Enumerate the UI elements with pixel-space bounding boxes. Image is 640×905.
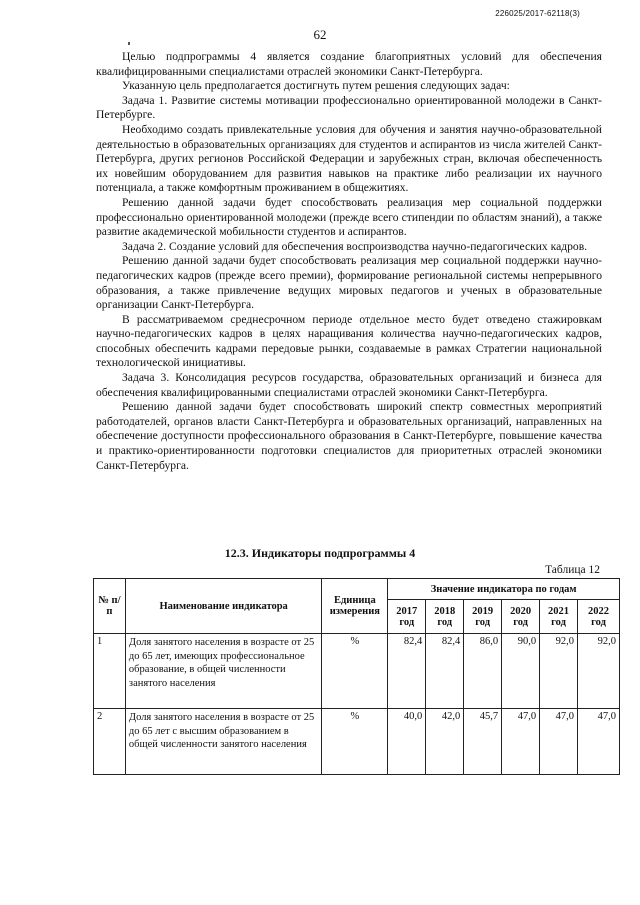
row-value: 92,0 [578, 634, 620, 709]
table-row [94, 709, 620, 775]
header-year: 2022 год [578, 600, 620, 634]
row-name: Доля занятого населения в возрасте от 25 до 65 лет с высшим образованием в общей численности занятого населения [125, 709, 321, 775]
header-values-group: Значение индикатора по годам [388, 579, 620, 600]
row-name: Доля занятого населения в возрасте от 25 до 65 лет, имеющих профессиональное образование, в общей численности занятого населения [125, 634, 321, 709]
row-value: 82,4 [426, 634, 464, 709]
row-value: 90,0 [502, 634, 540, 709]
paragraph: Целью подпрограммы 4 является создание благоприятных условий для обеспечения квалифицированными специалистами отраслей экономики Санкт-Петербурга. [96, 50, 602, 78]
document-number: 226025/2017-62118(3) [495, 9, 580, 18]
row-value: 42,0 [426, 709, 464, 775]
row-value: 92,0 [540, 634, 578, 709]
header-unit: Единица измерения [322, 579, 388, 634]
header-year: 2021 год [540, 600, 578, 634]
row-unit: % [322, 634, 388, 709]
table-caption: Таблица 12 [545, 564, 600, 576]
row-value: 82,4 [388, 634, 426, 709]
paragraph: Необходимо создать привлекательные условия для обучения и занятия научно-образовательной деятельностью в образовательных организациях для студентов и аспирантов из числа жителей Санкт-Петербурга, других регионов Российской Федерации и зарубежных стран, включая обеспеченность их новейшим оборудованием для развития навыков на практике либо реализации их научного потенциала, а также комфортным проживанием в общежитиях. [96, 122, 602, 195]
row-unit: % [322, 709, 388, 775]
header-name: Наименование индикатора [125, 579, 321, 634]
header-year: 2020 год [502, 600, 540, 634]
section-title: 12.3. Индикаторы подпрограммы 4 [224, 546, 416, 560]
row-num: 1 [94, 634, 126, 709]
header-num: № п/п [94, 579, 126, 634]
row-value: 47,0 [502, 709, 540, 775]
table-row [94, 634, 620, 709]
paragraph: Решению данной задачи будет способствовать реализация мер социальной поддержки научно-педагогических кадров (прежде всего премии), формирование региональной системы непрерывного образования, а также привлечение ведущих мировых педагогов и ученых в образовательные организации Санкт-Петербурга. [96, 254, 602, 312]
row-value: 45,7 [464, 709, 502, 775]
row-value: 86,0 [464, 634, 502, 709]
indicators-table [93, 578, 620, 775]
paragraph: Указанную цель предполагается достигнуть путем решения следующих задач: [122, 79, 510, 93]
header-year: 2018 год [426, 600, 464, 634]
header-year: 2017 год [388, 600, 426, 634]
row-value: 47,0 [578, 709, 620, 775]
row-num: 2 [94, 709, 126, 775]
body-text [96, 50, 602, 473]
paragraph: Задача 1. Развитие системы мотивации профессионально ориентированной молодежи в Санкт-Петербурге. [96, 93, 602, 122]
page-number: 62 [313, 27, 327, 42]
row-value: 47,0 [540, 709, 578, 775]
header-year: 2019 год [464, 600, 502, 634]
paragraph: Задача 3. Консолидация ресурсов государства, образовательных организаций и бизнеса для обеспечения квалифицированными специалистами отраслей экономики Санкт-Петербурга. [96, 371, 602, 399]
paragraph: Решению данной задачи будет способствовать реализация мер социальной поддержки профессионально ориентированной молодежи (прежде всего стипендии по областям знаний), а также развитие академической мобильности студентов и аспирантов. [96, 195, 602, 239]
row-value: 40,0 [388, 709, 426, 775]
paragraph: В рассматриваемом среднесрочном периоде отдельное место будет отведено стажировкам научно-педагогических кадров в целях наращивания количества научно-педагогических кадров, способных обеспечить кадрами передовые рынки, создаваемые в рамках Стратегии национальной технологической инициативы. [96, 312, 602, 370]
paragraph: Решению данной задачи будет способствовать широкий спектр совместных мероприятий работодателей, органов власти Санкт-Петербурга и образовательных организаций, направленных на обеспечение доступности профессионального образования в Санкт-Петербурге, повышение качества и практико-ориентированности подготовки специалистов для приоритетных отраслей экономики Санкт-Петербурга. [96, 400, 602, 472]
paragraph: Задача 2. Создание условий для обеспечения воспроизводства научно-педагогических кадров. [122, 239, 588, 253]
